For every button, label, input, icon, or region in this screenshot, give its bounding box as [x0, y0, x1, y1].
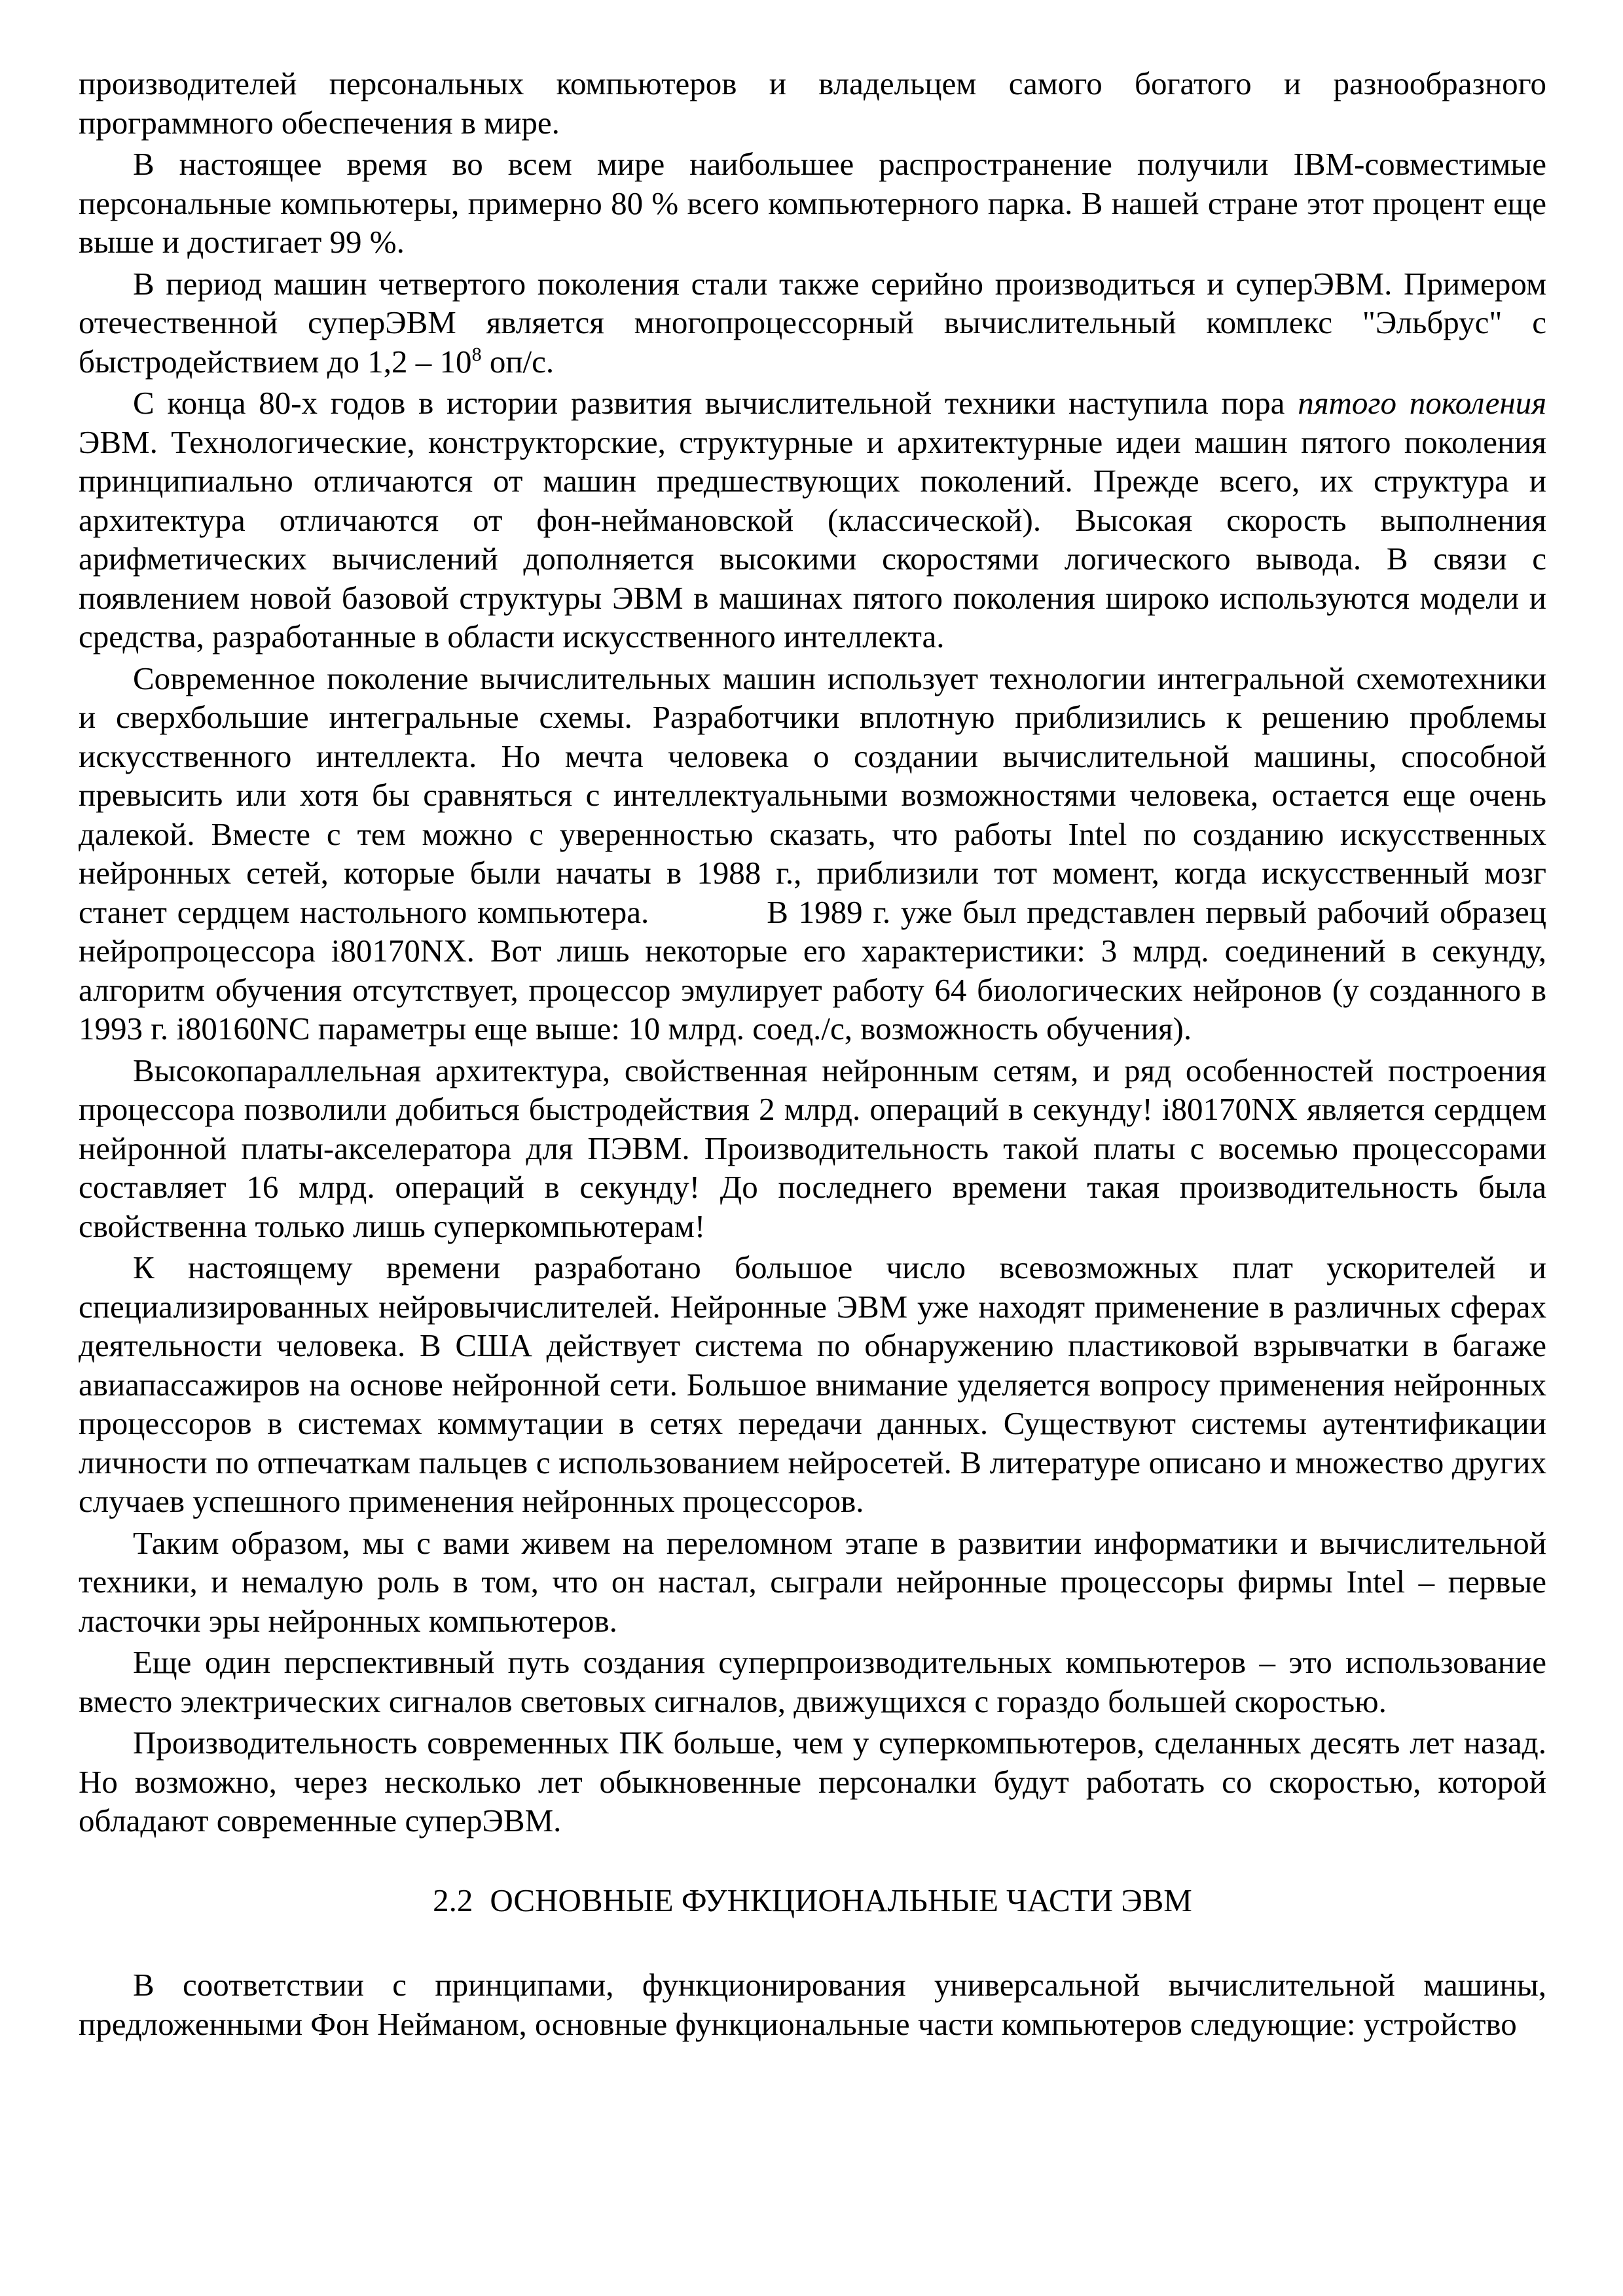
- paragraph-supercomputers-text: В период машин четвертого поколения стали также серийно производиться и суперЭВМ. Примером отечественной суперЭВМ является многопроцессорный вычислительный комплекс "Эльбрус" с быстродействием до 1,2 – 10: [79, 265, 1546, 380]
- italic-term: пятого поколения: [1298, 385, 1546, 421]
- paragraph-von-neumann: В соответствии с принципами, функционирования универсальной вычислительной машины, предложенными Фон Нейманом, основные функциональные части компьютеров следующие: устройство: [79, 1967, 1546, 2042]
- paragraph-fifth-generation: [79, 384, 1546, 656]
- paragraph-neuro-accelerators: К настоящему времени разработано большое число всевозможных плат ускорителей и специализированных нейровычислителей. Нейронные ЭВМ уже находят применение в различных сферах деятельности человека. В США действует система по обнаружению пластиковой взрывчатки в багаже авиапассажиров на основе нейронной сети. Большое внимание уделяется вопросу применения нейронных процессоров в системах коммутации в сетях передачи данных. Существуют системы аутентификации личности по отпечаткам пальцев с использованием нейросетей. В литературе описано и множество других случаев успешного применения нейронных процессоров.: [79, 1249, 1546, 1519]
- paragraph-turning-point: Таким образом, мы с вами живем на переломном этапе в развитии информатики и вычислительной техники, и немалую роль в том, что он настал, сыграли нейронные процессоры фирмы Intel – первые ласточки эры нейронных компьютеров.: [79, 1524, 1546, 1639]
- paragraph-intro-continuation: производителей персональных компьютеров и владельцем самого богатого и разнообразного программного обеспечения в мире.: [79, 65, 1546, 141]
- paragraph-supercomputers: [79, 264, 1546, 382]
- exponent-superscript: 8: [471, 343, 482, 365]
- paragraph-supercomputers-unit: оп/с.: [481, 343, 555, 380]
- section-heading: [79, 1881, 1546, 1920]
- main-text-column: [79, 64, 1546, 2043]
- paragraph-pc-performance: Производительность современных ПК больше, чем у суперкомпьютеров, сделанных десять лет назад. Но возможно, через несколько лет обыкновенные персоналки будут работать со скоростью, которой обладают современные суперЭВМ.: [79, 1725, 1546, 1839]
- paragraph-ibm-compatible: В настоящее время во всем мире наибольшее распространение получили IBM-совместимые персональные компьютеры, примерно 80 % всего компьютерного парка. В нашей стране этот процент еще выше и достигает 99 %.: [79, 146, 1546, 260]
- paragraph-fifth-generation-body: ЭВМ. Технологические, конструкторские, структурные и архитектурные идеи машин пятого поколения принципиально отличаются от машин предшествующих поколений. Прежде всего, их структура и архитектура отличаются от фон-неймановской (классической). Высокая скорость выполнения арифметических вычислений дополняется высокими скоростями логического вывода. В связи с появлением новой базовой структуры ЭВМ в машинах пятого поколения широко используются модели и средства, разработанные в области искусственного интеллекта.: [79, 423, 1546, 655]
- paragraph-optical-signals: Еще один перспективный путь создания суперпроизводительных компьютеров – это использование вместо электрических сигналов световых сигналов, движущихся с гораздо большей скоростью.: [79, 1644, 1546, 1719]
- paragraph-parallel-architecture: Высокопараллельная архитектура, свойственная нейронным сетям, и ряд особенностей построения процессора позволили добиться быстродействия 2 млрд. операций в секунду! i80170NX является сердцем нейронной платы-акселератора для ПЭВМ. Производительность такой платы с восемью процессорами составляет 16 млрд. операций в секунду! До последнего времени такая производительность была свойственна только лишь суперкомпьютерам!: [79, 1052, 1546, 1244]
- paragraph-modern-generation: [79, 659, 1546, 1049]
- section-number: 2.2: [433, 1882, 473, 1918]
- section-title: ОСНОВНЫЕ ФУНКЦИОНАЛЬНЫЕ ЧАСТИ ЭВМ: [490, 1882, 1192, 1918]
- paragraph-fifth-generation-lead: С конца 80-х годов в истории развития вычислительной техники наступила пора: [133, 385, 1298, 421]
- paragraph-modern-generation-lead: Современное поколение вычислительных машин использует технологии интегральной схемотехники и сверхбольшие интегральные схемы. Разработчики вплотную приблизились к решению проблемы искусственного интеллекта. Но мечта человека о создании вычислительной машины, способной превысить или хотя бы сравняться с интеллектуальными возможностями человека, остается еще очень далекой. Вместе с тем можно с уверенностью сказать, что работы Intel по созданию искусственных нейронных сетей, которые были начаты в 1988 г., приблизили тот момент, когда искусственный мозг станет сердцем настольного компьютера.: [79, 660, 1546, 930]
- paragraph-modern-generation-body: В 1989 г. уже был представлен первый рабочий образец нейропроцессора i80170NX. Вот лишь некоторые его характеристики: 3 млрд. соединений в секунду, алгоритм обучения отсутствует, процессор эмулирует работу 64 биологических нейронов (у созданного в 1993 г. i80160NC параметры еще выше: 10 млрд. соед./с, возможность обучения).: [79, 893, 1547, 1047]
